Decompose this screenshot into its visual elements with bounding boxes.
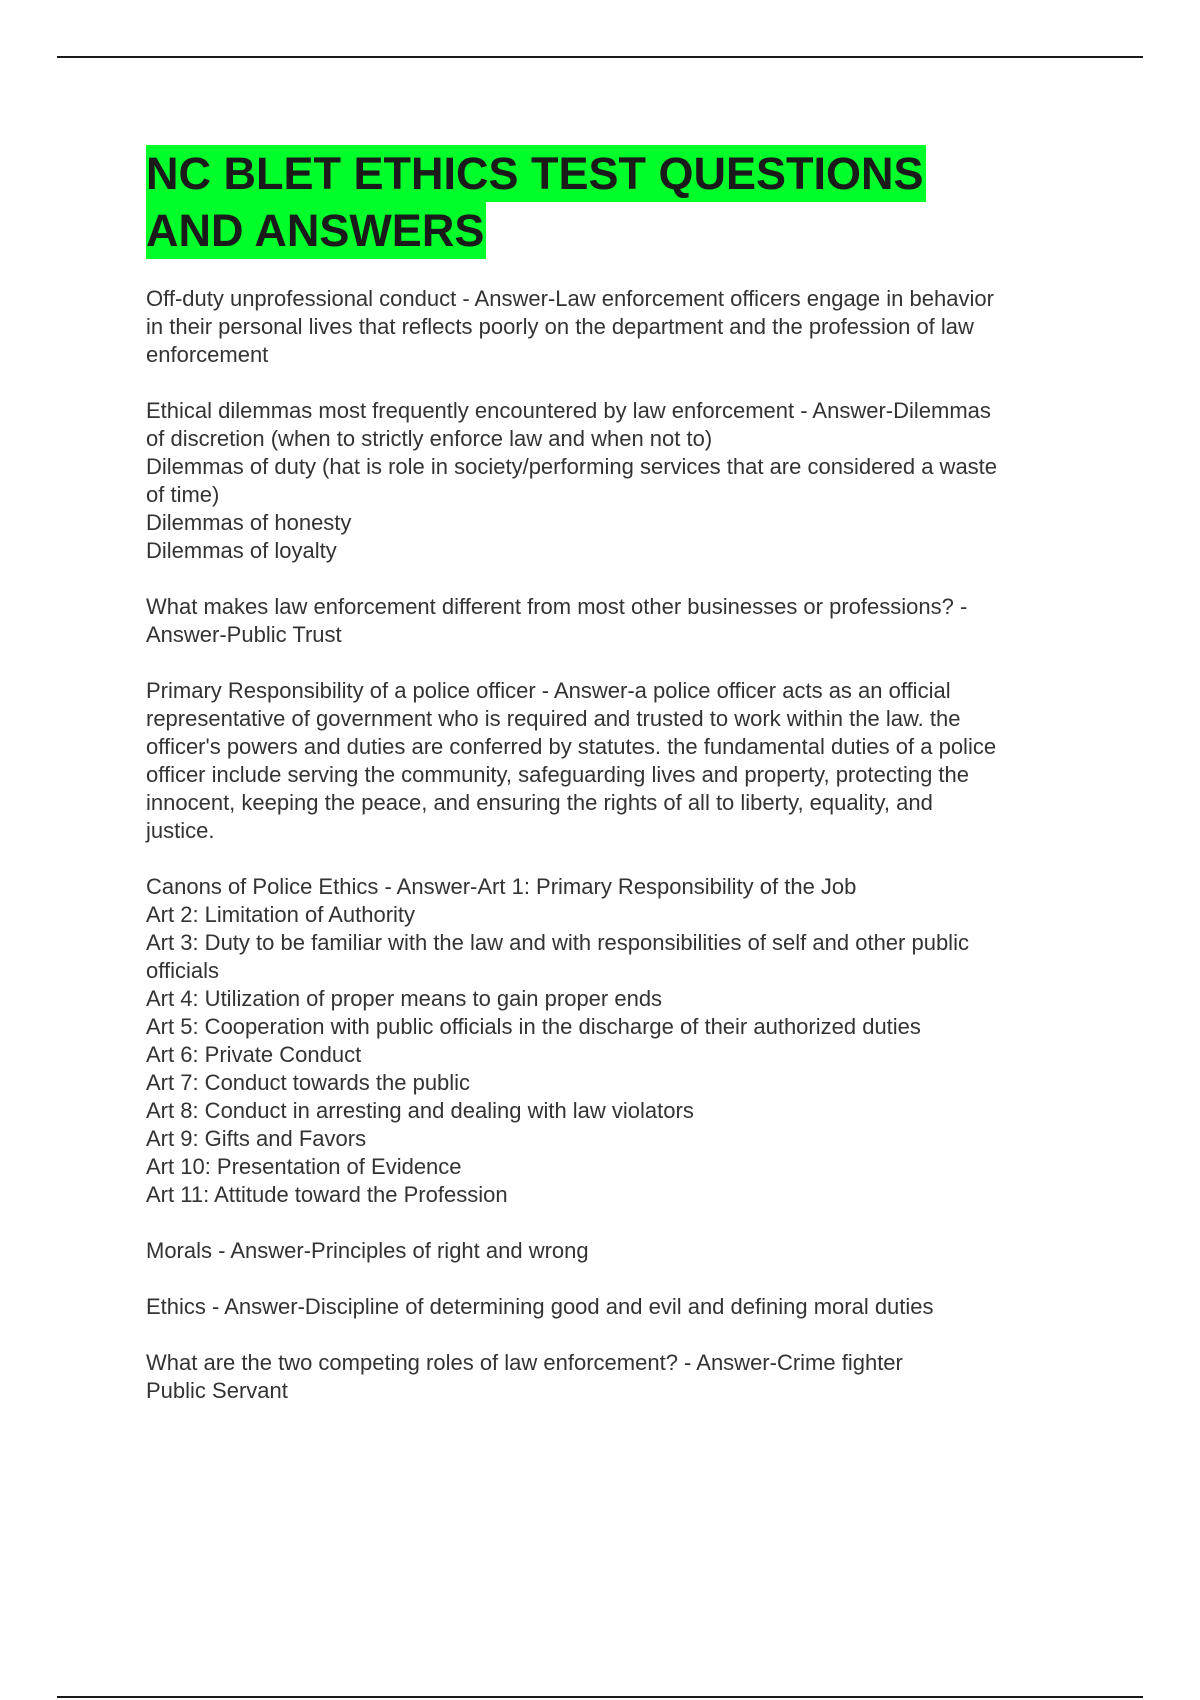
qa-line: Dilemmas of loyalty [146, 538, 337, 563]
qa-line: Art 10: Presentation of Evidence [146, 1154, 462, 1179]
qa-line: Public Servant [146, 1378, 288, 1403]
document-title [146, 145, 1086, 259]
qa-line: Art 8: Conduct in arresting and dealing with law violators [146, 1098, 694, 1123]
qa-line: Art 11: Attitude toward the Profession [146, 1182, 508, 1207]
qa-line: Dilemmas of duty (hat is role in society/performing services that are considered a waste [146, 454, 998, 479]
document-body [146, 145, 1086, 1433]
title-line-1: NC BLET ETHICS TEST QUESTIONS [146, 145, 926, 202]
qa-entry [146, 1349, 1086, 1405]
qa-line: Art 9: Gifts and Favors [146, 1126, 367, 1151]
qa-line: enforcement [146, 342, 269, 367]
qa-line: Art 6: Private Conduct [146, 1042, 362, 1067]
qa-entry [146, 1237, 1086, 1265]
qa-line: innocent, keeping the peace, and ensuring the rights of all to liberty, equality, and [146, 790, 933, 815]
qa-line: Art 7: Conduct towards the public [146, 1070, 471, 1095]
qa-line: Canons of Police Ethics - Answer-Art 1: Primary Responsibility of the Job [146, 874, 857, 899]
title-line-2: AND ANSWERS [146, 202, 486, 259]
qa-line: of discretion (when to strictly enforce law and when not to) [146, 426, 713, 451]
qa-line: What makes law enforcement different from most other businesses or professions? - [146, 594, 968, 619]
qa-line: justice. [146, 818, 215, 843]
qa-entry [146, 397, 1086, 565]
qa-line: Ethics - Answer-Discipline of determining good and evil and defining moral duties [146, 1294, 934, 1319]
qa-line: officials [146, 958, 219, 983]
qa-line: in their personal lives that reflects poorly on the department and the profession of law [146, 314, 974, 339]
qa-entry [146, 285, 1086, 369]
qa-line: officer's powers and duties are conferred by statutes. the fundamental duties of a police [146, 734, 997, 759]
qa-line: Answer-Public Trust [146, 622, 342, 647]
qa-line: What are the two competing roles of law enforcement? - Answer-Crime fighter [146, 1350, 903, 1375]
qa-line: of time) [146, 482, 220, 507]
qa-line: Art 4: Utilization of proper means to gain proper ends [146, 986, 663, 1011]
qa-entry [146, 873, 1086, 1209]
qa-line: Dilemmas of honesty [146, 510, 352, 535]
qa-entry [146, 677, 1086, 845]
qa-line: Primary Responsibility of a police officer - Answer-a police officer acts as an official [146, 678, 951, 703]
qa-entry [146, 593, 1086, 649]
footer-rule [57, 1696, 1143, 1698]
qa-line: Art 3: Duty to be familiar with the law and with responsibilities of self and other public [146, 930, 969, 955]
qa-line: Art 5: Cooperation with public officials in the discharge of their authorized duties [146, 1014, 921, 1039]
qa-line: Ethical dilemmas most frequently encountered by law enforcement - Answer-Dilemmas [146, 398, 991, 423]
qa-list [146, 285, 1086, 1405]
qa-entry [146, 1293, 1086, 1321]
header-rule [57, 56, 1143, 58]
qa-line: Art 2: Limitation of Authority [146, 902, 416, 927]
qa-line: officer include serving the community, safeguarding lives and property, protecting the [146, 762, 970, 787]
qa-line: Morals - Answer-Principles of right and wrong [146, 1238, 589, 1263]
qa-line: Off-duty unprofessional conduct - Answer-Law enforcement officers engage in behavior [146, 286, 994, 311]
qa-line: representative of government who is required and trusted to work within the law. the [146, 706, 961, 731]
